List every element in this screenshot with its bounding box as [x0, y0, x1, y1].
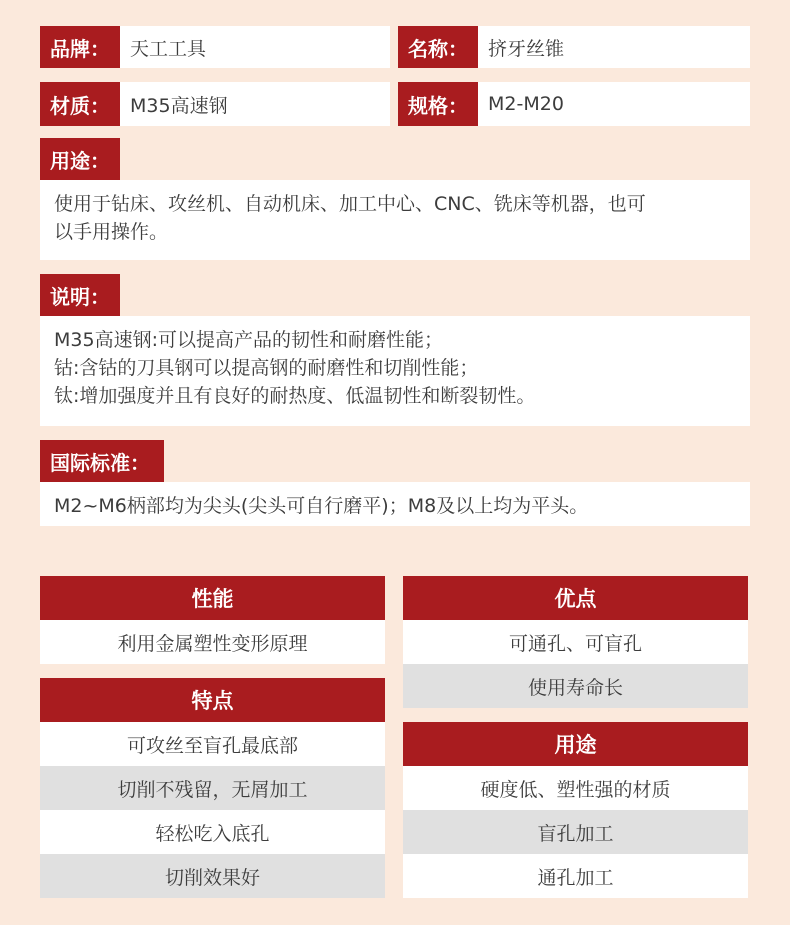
name-label: 名称：	[398, 26, 478, 68]
name-value: 挤牙丝锥	[478, 26, 750, 68]
applications-item: 硬度低、塑性强的材质	[403, 766, 748, 810]
usage-text	[40, 180, 750, 260]
advantages-item: 使用寿命长	[403, 664, 748, 708]
description-line: 钴:含钴的刀具钢可以提高钢的耐磨性和切削性能；	[54, 357, 479, 379]
brand-value: 天工工具	[120, 26, 390, 68]
usage-line: 以手用操作。	[54, 221, 169, 243]
brand-label: 品牌：	[40, 26, 120, 68]
description-label: 说明：	[40, 274, 120, 316]
usage-label: 用途：	[40, 138, 120, 180]
applications-header: 用途	[403, 722, 748, 766]
standard-text: M2~M6柄部均为尖头(尖头可自行磨平)；M8及以上均为平头。	[40, 482, 750, 526]
description-line: 钛:增加强度并且有良好的耐热度、低温韧性和断裂韧性。	[54, 385, 536, 407]
performance-item: 利用金属塑性变形原理	[40, 620, 385, 664]
left-column	[40, 576, 385, 898]
features-item: 轻松吃入底孔	[40, 810, 385, 854]
features-item: 切削不残留，无屑加工	[40, 766, 385, 810]
applications-item: 通孔加工	[403, 854, 748, 898]
description-line: M35高速钢:可以提高产品的韧性和耐磨性能；	[54, 329, 443, 351]
description-text	[40, 316, 750, 426]
spec-value: M2-M20	[478, 82, 750, 126]
standard-label: 国际标准：	[40, 440, 164, 482]
material-value: M35高速钢	[120, 82, 390, 126]
performance-header: 性能	[40, 576, 385, 620]
right-column	[403, 576, 748, 898]
usage-line: 使用于钻床、攻丝机、自动机床、加工中心、CNC、铣床等机器，也可	[54, 193, 646, 215]
advantages-item: 可通孔、可盲孔	[403, 620, 748, 664]
features-item: 可攻丝至盲孔最底部	[40, 722, 385, 766]
features-item: 切削效果好	[40, 854, 385, 898]
features-header: 特点	[40, 678, 385, 722]
advantages-header: 优点	[403, 576, 748, 620]
material-label: 材质：	[40, 82, 120, 126]
applications-item: 盲孔加工	[403, 810, 748, 854]
spec-label: 规格：	[398, 82, 478, 126]
